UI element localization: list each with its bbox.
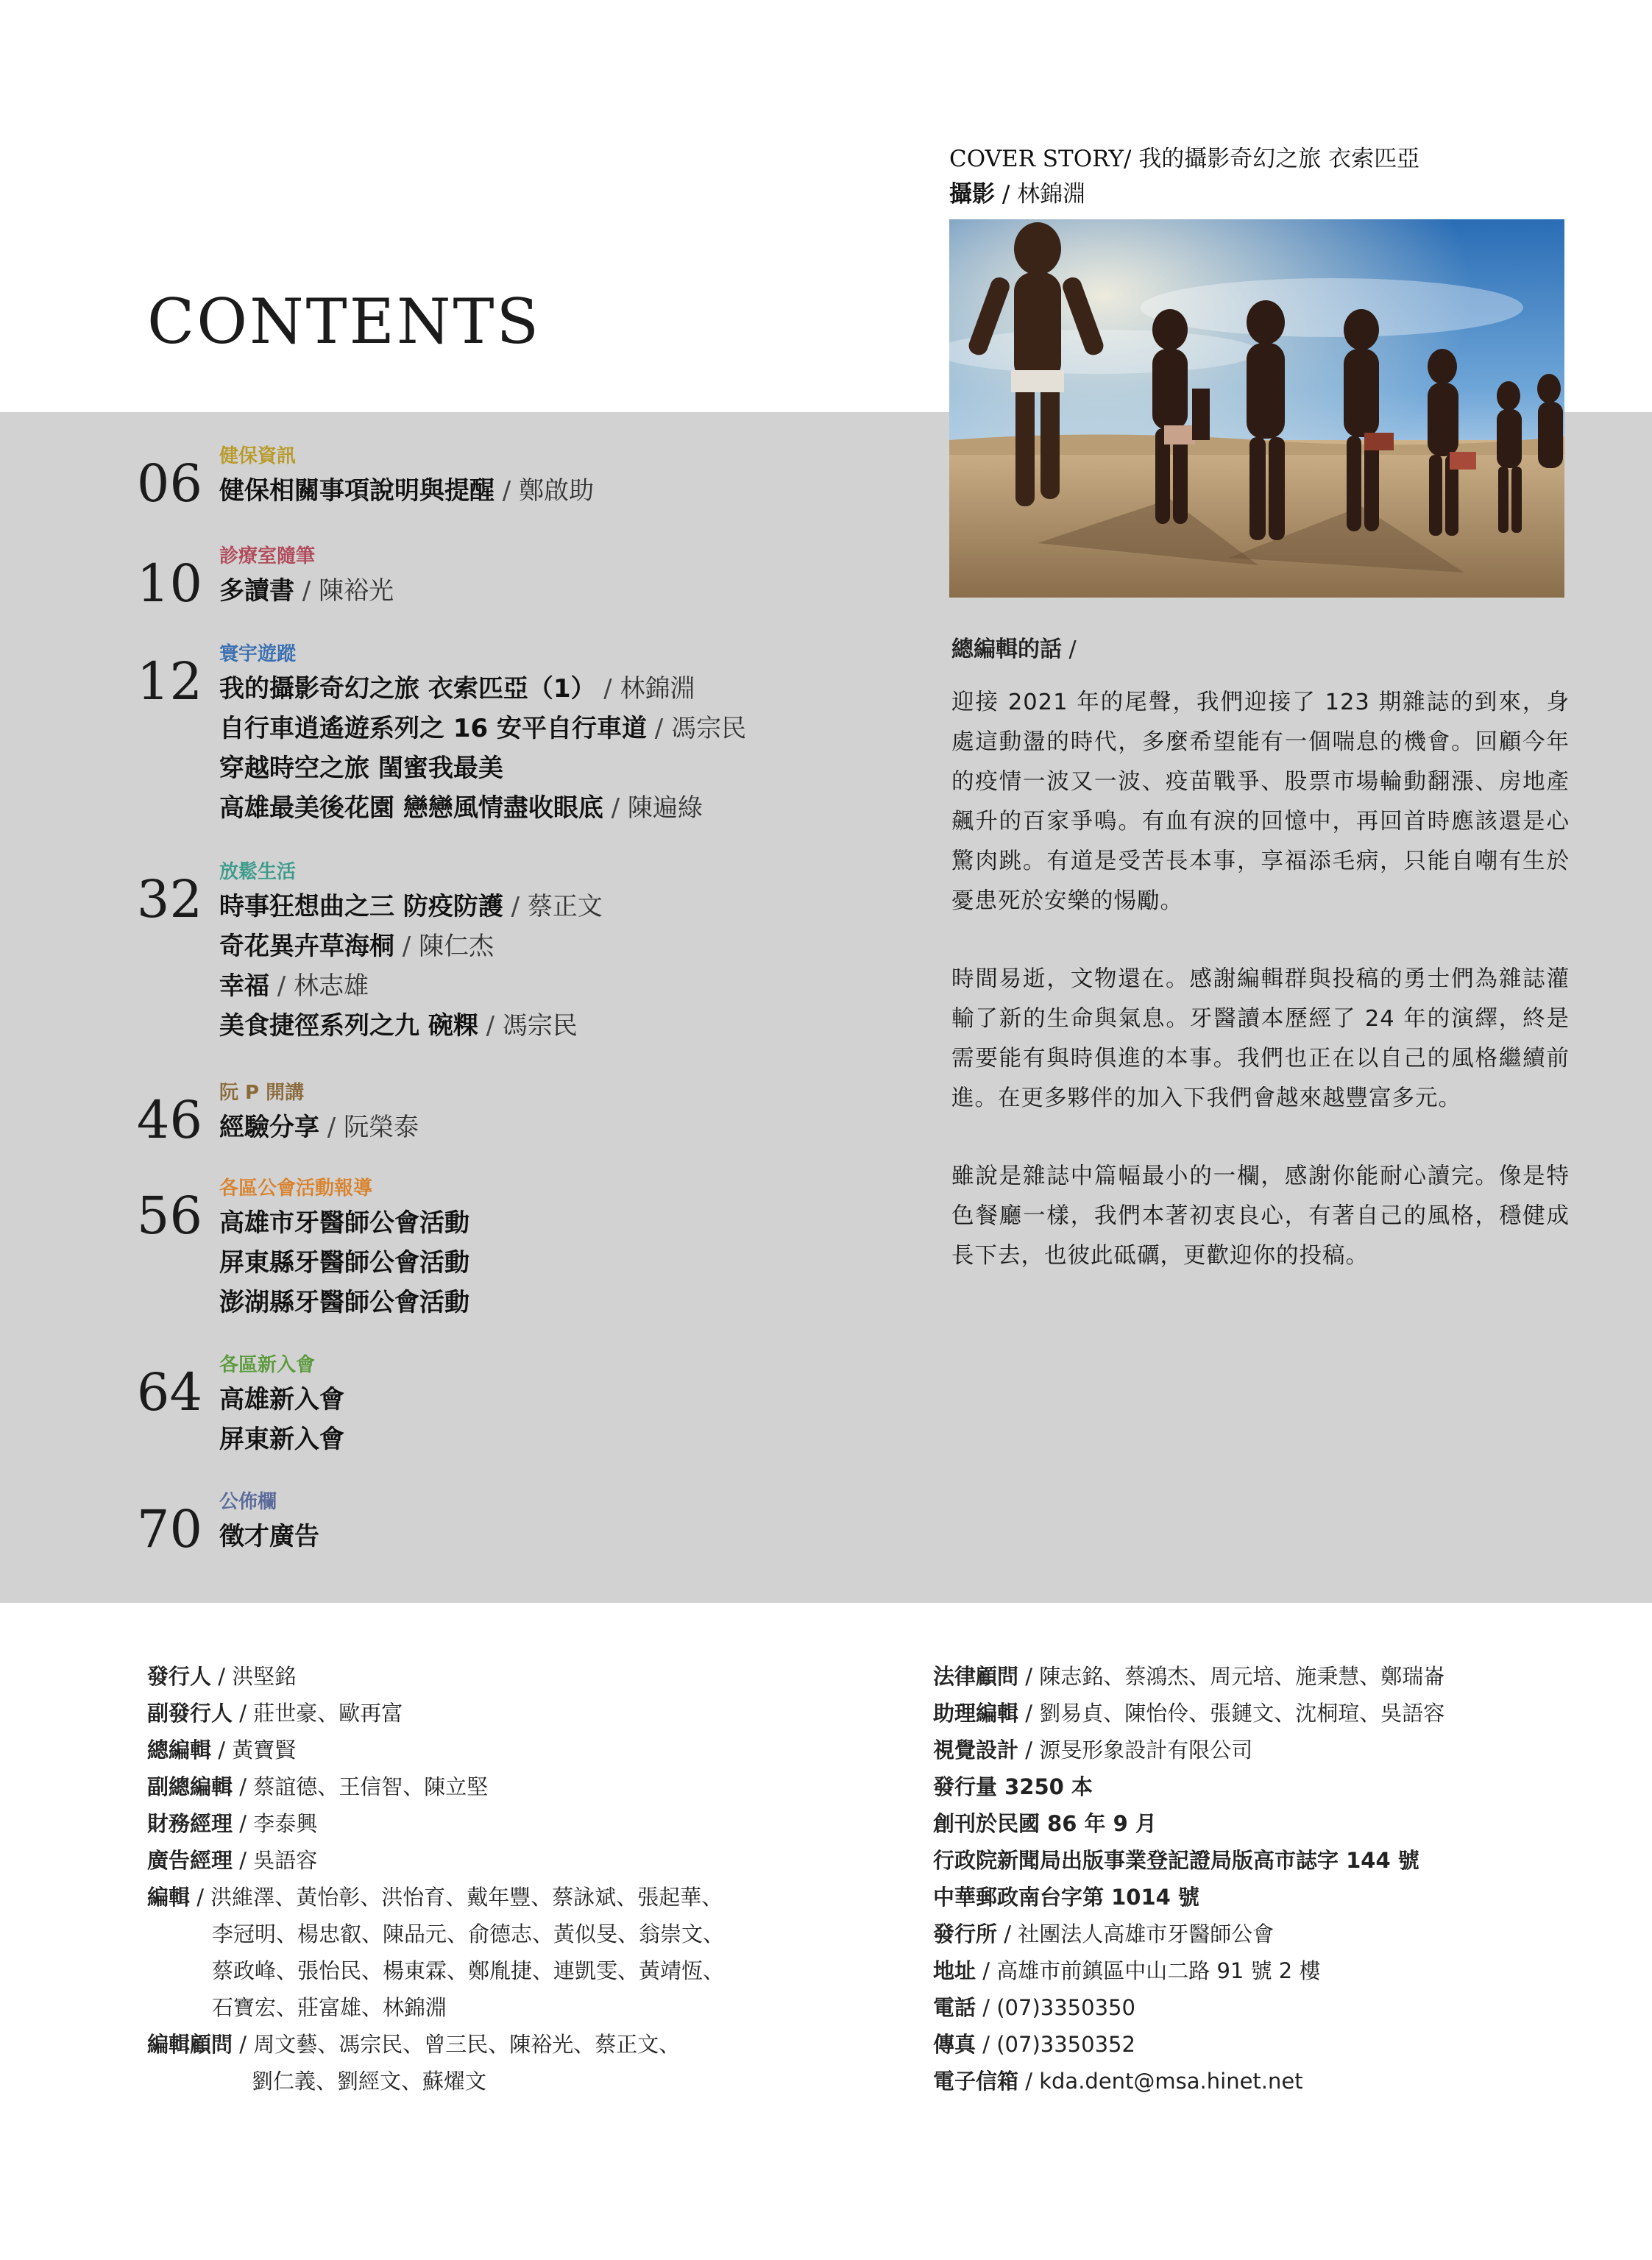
- toc-entry[interactable]: [219, 788, 916, 828]
- editors-note-paragraph: 迎接 2021 年的尾聲，我們迎接了 123 期雜誌的到來，身處這動盪的時代，多麼希望能有一個喘息的機會。回顧今年的疫情一波又一波、疫苗戰爭、股票市場輪動翻漲、房地產飆升的百家爭鳴。有血有淚的回憶中，再回首時應該還是心驚肉跳。有道是受苦長本事，享福添毛病，只能自嘲有生於憂患死於安樂的惕勵。: [951, 690, 1570, 914]
- masthead-value: 劉易貞、陳怡伶、張鏈文、沈桐瑄、吳語容: [1039, 1701, 1445, 1726]
- masthead-row: [933, 1879, 1595, 1916]
- cover-story-title: 我的攝影奇幻之旅 衣索匹亞: [1138, 146, 1420, 172]
- toc-category: 診療室隨筆: [219, 545, 316, 567]
- photographer: 林錦淵: [1017, 181, 1086, 208]
- masthead-key: 法律顧問: [933, 1664, 1019, 1689]
- masthead-key: 副發行人: [147, 1701, 233, 1726]
- masthead-row: [933, 1842, 1595, 1879]
- separator: /: [595, 674, 620, 704]
- article-author: 陳裕光: [319, 576, 394, 606]
- masthead-value: 蔡誼德、王信智、陳立堅: [253, 1774, 489, 1799]
- toc-section: [136, 1350, 916, 1487]
- masthead-continuation: 劉仁義、劉經文、蘇燿文: [252, 2069, 487, 2094]
- article-author: 馮宗民: [502, 1011, 578, 1041]
- masthead-row: [933, 1805, 1595, 1842]
- masthead-key: 助理編輯: [933, 1701, 1019, 1726]
- masthead-row: [147, 1695, 883, 1732]
- page-number: 64: [136, 1362, 202, 1423]
- separator: /: [233, 1774, 254, 1799]
- photo-credit: [949, 177, 1419, 212]
- masthead-key: 地址: [933, 1958, 976, 1983]
- editors-note: [951, 631, 1570, 1314]
- toc-category: 阮 P 開講: [219, 1082, 305, 1104]
- toc-entry[interactable]: [219, 1006, 916, 1046]
- masthead-key: 中華郵政南台字第 1014 號: [933, 1885, 1199, 1910]
- article-author: 鄭啟助: [519, 476, 595, 506]
- toc-category: 各區公會活動報導: [219, 1177, 373, 1200]
- masthead-row: [933, 1916, 1595, 1952]
- masthead-key: 電子信箱: [933, 2069, 1019, 2094]
- masthead-key: 行政院新聞局出版事業登記證局版高市誌字 144 號: [933, 1848, 1419, 1873]
- toc-entry[interactable]: [219, 1420, 916, 1459]
- separator: /: [190, 1885, 211, 1910]
- separator: /: [976, 1995, 997, 2020]
- article-title: 美食捷徑系列之九 碗粿: [219, 1011, 478, 1041]
- separator: /: [319, 1113, 344, 1142]
- article-title: 屏東新入會: [219, 1425, 344, 1454]
- masthead-key: 總編輯: [147, 1737, 212, 1763]
- masthead-value: 社團法人高雄市牙醫師公會: [1018, 1921, 1275, 1946]
- masthead-key: 傳真: [933, 2032, 976, 2057]
- masthead-continuation: 李冠明、楊忠叡、陳品元、俞德志、黃似旻、翁崇文、: [212, 1921, 725, 1946]
- article-title: 高雄最美後花園 戀戀風情盡收眼底: [219, 793, 603, 823]
- masthead-row: [147, 1768, 883, 1805]
- separator: /: [478, 1011, 503, 1041]
- separator: /: [1018, 2069, 1040, 2094]
- separator: /: [1062, 637, 1077, 662]
- masthead-key: 編輯: [147, 1885, 191, 1910]
- masthead-key: 電話: [933, 1995, 976, 2020]
- masthead-row: [147, 1879, 883, 1916]
- masthead-value: 高雄市前鎮區中山二路 91 號 2 樓: [996, 1958, 1321, 1983]
- masthead-key: 視覺設計: [933, 1737, 1019, 1763]
- page-number: 70: [136, 1499, 202, 1559]
- article-title: 時事狂想曲之三 防疫防護: [219, 892, 503, 921]
- separator: /: [647, 714, 672, 743]
- separator: /: [494, 476, 520, 506]
- toc-category: 健保資訊: [219, 445, 297, 467]
- toc-entry[interactable]: [219, 966, 916, 1006]
- separator: /: [233, 2032, 254, 2057]
- masthead-row: [933, 1695, 1595, 1732]
- toc-section: [136, 1078, 916, 1174]
- article-title: 徵才廣告: [219, 1522, 319, 1551]
- separator: /: [233, 1701, 254, 1726]
- toc-section: [136, 442, 916, 542]
- email-link[interactable]: kda.dent@msa.hinet.net: [1039, 2069, 1303, 2094]
- toc-section: [136, 1487, 916, 1568]
- toc-entry[interactable]: [219, 1203, 916, 1243]
- separator: /: [233, 1811, 254, 1836]
- cover-photo: [949, 219, 1564, 598]
- article-title: 幸福: [219, 971, 269, 1001]
- masthead-key: 副總編輯: [147, 1774, 233, 1799]
- masthead-row: [147, 1842, 883, 1879]
- page-number: 32: [136, 869, 202, 929]
- cover-story-label: COVER STORY/: [949, 146, 1132, 172]
- masthead-continuation: 石寶宏、莊富雄、林錦淵: [212, 1995, 447, 2020]
- cover-story-caption: [949, 141, 1419, 212]
- separator: /: [976, 1958, 997, 1983]
- toc-entry[interactable]: [219, 927, 916, 966]
- page-number: 10: [136, 553, 202, 614]
- masthead-row: [147, 2026, 883, 2063]
- toc-entry[interactable]: [219, 748, 916, 788]
- separator: /: [1018, 1701, 1040, 1726]
- masthead-value: 陳志銘、蔡鴻杰、周元培、施秉慧、鄭瑞崙: [1039, 1664, 1445, 1689]
- article-author: 林錦淵: [620, 674, 695, 704]
- article-author: 阮榮泰: [344, 1113, 419, 1142]
- separator: /: [294, 576, 319, 606]
- article-title: 多讀書: [219, 576, 294, 606]
- separator: /: [211, 1664, 233, 1689]
- page-number: 06: [136, 453, 202, 514]
- separator: /: [269, 971, 294, 1001]
- masthead-key: 發行量 3250 本: [933, 1774, 1093, 1799]
- article-author: 馮宗民: [671, 714, 747, 743]
- toc-entry[interactable]: [219, 471, 916, 511]
- masthead-right: [933, 1658, 1595, 2100]
- masthead-row: [933, 1658, 1595, 1695]
- masthead-value: 周文藝、馮宗民、曾三民、陳裕光、蔡正文、: [253, 2032, 681, 2057]
- masthead-key: 財務經理: [147, 1811, 233, 1836]
- toc-category: 公佈欄: [219, 1491, 277, 1513]
- separator: /: [1018, 1737, 1040, 1763]
- article-title: 自行車逍遙遊系列之 16 安平自行車道: [219, 714, 647, 743]
- page-number: 12: [136, 651, 202, 712]
- masthead-key: 創刊於民國 86 年 9 月: [933, 1811, 1157, 1836]
- cover-story-line: [949, 141, 1419, 177]
- article-title: 穿越時空之旅 閨蜜我最美: [219, 754, 503, 783]
- toc-entry[interactable]: [219, 1517, 916, 1556]
- article-author: 陳仁杰: [419, 932, 494, 961]
- article-title: 奇花異卉草海桐: [219, 932, 394, 961]
- article-title: 高雄新入會: [219, 1385, 344, 1414]
- masthead-row: [933, 1989, 1595, 2026]
- toc-entry[interactable]: [219, 887, 916, 927]
- editors-note-heading: [951, 631, 1570, 668]
- masthead-row[interactable]: [933, 2063, 1595, 2100]
- toc-entry[interactable]: [219, 669, 916, 709]
- article-author: 陳遍綠: [627, 793, 703, 823]
- masthead-row: [147, 1732, 883, 1768]
- article-title: 澎湖縣牙醫師公會活動: [219, 1288, 469, 1317]
- masthead-value: 李泰興: [253, 1811, 318, 1836]
- masthead-row: [147, 1805, 883, 1842]
- masthead-left: [147, 1658, 883, 2100]
- article-author: 蔡正文: [527, 892, 603, 921]
- toc-section: [136, 1174, 916, 1350]
- toc-section: [136, 542, 916, 640]
- masthead-value: 洪維澤、黃怡彰、洪怡育、戴年豐、蔡詠斌、張起華、: [210, 1885, 723, 1910]
- toc-section: [136, 857, 916, 1078]
- article-title: 屏東縣牙醫師公會活動: [219, 1248, 469, 1278]
- masthead-value: (07)3350352: [996, 2032, 1135, 2057]
- masthead-row: [147, 1658, 883, 1695]
- page-number: 56: [136, 1186, 202, 1246]
- toc-entry[interactable]: [219, 1380, 916, 1420]
- separator: /: [394, 932, 419, 961]
- toc-entry[interactable]: [219, 709, 916, 748]
- masthead-row: [933, 2026, 1595, 2063]
- article-title: 健保相關事項說明與提醒: [219, 476, 494, 506]
- article-title: 高雄市牙醫師公會活動: [219, 1208, 469, 1238]
- toc-entry[interactable]: [219, 1283, 916, 1322]
- masthead-key: 發行所: [933, 1921, 998, 1946]
- separator: /: [211, 1737, 233, 1763]
- toc-category: 寰宇遊蹤: [219, 643, 297, 665]
- toc-entry[interactable]: [219, 1108, 916, 1147]
- masthead-key: 編輯顧問: [147, 2032, 233, 2057]
- toc-entry[interactable]: [219, 1243, 916, 1283]
- masthead-value: 莊世豪、歐再富: [253, 1701, 403, 1726]
- article-author: 林志雄: [294, 971, 369, 1001]
- masthead-key: 發行人: [147, 1664, 212, 1689]
- table-of-contents: [136, 442, 916, 1568]
- separator: /: [976, 2032, 997, 2057]
- editors-note-paragraph: 時間易逝，文物還在。感謝編輯群與投稿的勇士們為雜誌灌輸了新的生命與氣息。牙醫讀本歷經了 24 年的演繹，終是需要能有與時俱進的本事。我們也正在以自己的風格繼續前進。在更多夥伴的加入下我們會越來越豐富多元。: [951, 966, 1570, 1111]
- masthead-key: 廣告經理: [147, 1848, 233, 1873]
- masthead-value: 源旻形象設計有限公司: [1039, 1737, 1253, 1763]
- toc-entry[interactable]: [219, 571, 916, 611]
- masthead-value: 黃寶賢: [232, 1737, 297, 1763]
- editors-note-heading-text: 總編輯的話: [951, 637, 1062, 662]
- separator: /: [995, 181, 1018, 208]
- photo-credit-label: 攝影: [949, 181, 995, 208]
- masthead-row: [933, 1768, 1595, 1805]
- toc-category: 放鬆生活: [219, 861, 297, 883]
- masthead-row: [933, 1952, 1595, 1989]
- page-number: 46: [136, 1090, 202, 1150]
- article-title: 我的攝影奇幻之旅 衣索匹亞（1）: [219, 674, 596, 704]
- masthead-value: (07)3350350: [996, 1995, 1135, 2020]
- masthead-value: 吳語容: [253, 1848, 318, 1873]
- contents-title: CONTENTS: [147, 286, 542, 358]
- editors-note-paragraph: 雖說是雜誌中篇幅最小的一欄，感謝你能耐心讀完。像是特色餐廳一樣，我們本著初衷良心，有著自己的風格，穩健成長下去，也彼此砥礪，更歡迎你的投稿。: [951, 1163, 1570, 1269]
- separator: /: [1018, 1664, 1040, 1689]
- separator: /: [233, 1848, 254, 1873]
- masthead-row: [933, 1732, 1595, 1768]
- masthead-continuation: 蔡政峰、張怡民、楊東霖、鄭胤捷、連凱雯、黃靖恆、: [212, 1958, 725, 1983]
- separator: /: [603, 793, 628, 823]
- article-title: 經驗分享: [219, 1113, 319, 1142]
- toc-category: 各區新入會: [219, 1354, 316, 1376]
- separator: /: [503, 892, 528, 921]
- toc-section: [136, 640, 916, 857]
- masthead-value: 洪堅銘: [232, 1664, 297, 1689]
- separator: /: [997, 1921, 1018, 1946]
